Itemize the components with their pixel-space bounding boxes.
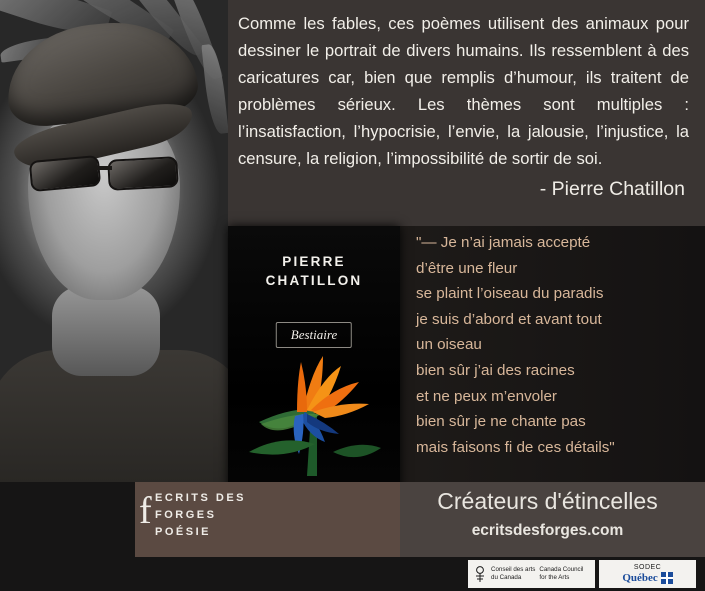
publisher-name-line2: FORGES: [155, 509, 217, 521]
poem-line: bien sûr je ne chante pas: [416, 413, 586, 431]
poem-excerpt: [416, 230, 702, 460]
poem-line: d’être une fleur: [416, 259, 518, 277]
bird-of-paradise-flower-icon: [241, 348, 387, 476]
sunglasses-lens-right: [107, 156, 179, 191]
sponsor-canada-council: [468, 560, 595, 588]
tagline-panel: [400, 482, 705, 557]
book-author-lastname: CHATILLON: [265, 273, 363, 288]
poem-line: je suis d’abord et avant tout: [416, 310, 602, 328]
intro-block: [228, 0, 705, 226]
footer-bar: [0, 482, 705, 591]
book-series-badge: Bestiaire: [276, 322, 352, 348]
intro-attribution: - Pierre Chatillon: [539, 178, 685, 200]
intro-paragraph: Comme les fables, ces poèmes utilisent des animaux pour dessiner le portrait de divers humains. Ils ressemblent à des caricatures car, bien que remplis d’humour, ils traitent de problèmes sérieux. Les thèmes sont multiples : l’insatisfaction, l’hypocrisie, l’envie, la jalousie, l’injustice, la censure, la religion, l’impossibilité de sortir de soi.: [238, 14, 689, 168]
book-and-poem-band: [228, 226, 705, 482]
poem-line: et ne peux m’envoler: [416, 387, 557, 405]
sponsor-fr-line1: Conseil des arts: [491, 566, 536, 573]
canada-council-emblem-icon: [473, 565, 487, 583]
book-cover-art: [228, 226, 400, 504]
publisher-name-line1: ECRITS DES: [155, 492, 247, 504]
sponsor-en-line2: for the Arts: [539, 574, 570, 581]
sponsor-en-line1: Canada Council: [539, 566, 584, 573]
photo-sunglasses: [22, 158, 192, 188]
poem-line: mais faisons fi de ces détails": [416, 438, 615, 456]
publisher-name-line3: POÉSIE: [155, 526, 211, 538]
publisher-website[interactable]: ecritsdesforges.com: [471, 522, 624, 539]
poem-line: bien sûr j’ai des racines: [416, 361, 575, 379]
poem-line: se plaint l’oiseau du paradis: [416, 285, 604, 303]
sponsor-logos: [468, 560, 696, 588]
publisher-tagline: Créateurs d'étincelles: [437, 488, 658, 514]
quebec-flag-icon: [661, 572, 673, 584]
publisher-logo-f-icon: f: [139, 490, 155, 532]
book-cover: [228, 226, 400, 504]
publisher-logo-panel: [135, 482, 400, 557]
poem-line: un oiseau: [416, 336, 482, 354]
sunglasses-lens-left: [29, 155, 101, 192]
sponsor-sodec-quebec: [599, 560, 696, 588]
quebec-wordmark: Québec: [622, 572, 658, 584]
poem-line: "— Je n’ai jamais accepté: [416, 234, 591, 251]
book-author-firstname: PIERRE: [282, 254, 346, 269]
sponsor-sodec-label: SODEC: [633, 564, 662, 571]
book-author-name: [228, 252, 400, 290]
publisher-logo: [139, 490, 247, 541]
sponsor-fr-line2: du Canada: [491, 574, 522, 581]
sunglasses-bridge: [94, 166, 112, 170]
